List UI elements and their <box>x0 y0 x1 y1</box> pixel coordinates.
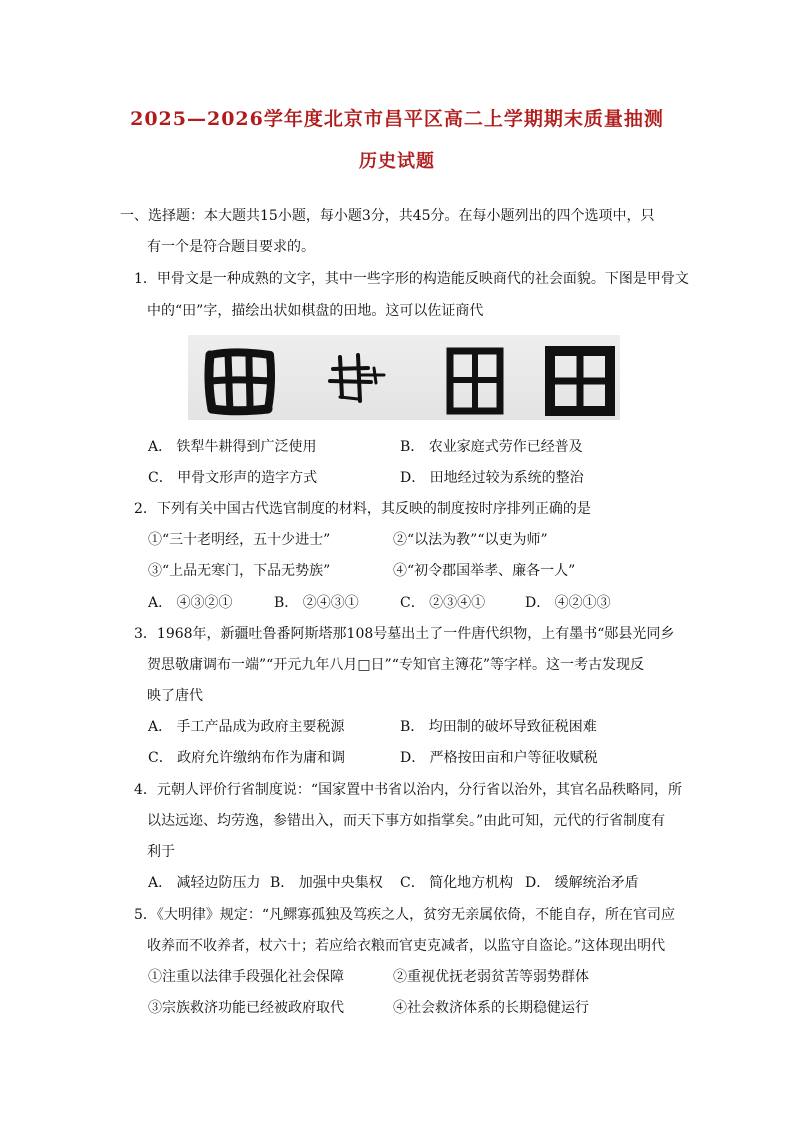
question-5-material: ①注重以法律手段强化社会保障 <box>148 969 344 985</box>
question-3-option-b: B． 均田制的破坏导致征税困难 <box>400 719 597 735</box>
question-3-option-a: A． 手工产品成为政府主要税源 <box>148 719 345 735</box>
question-2-option-a: A． ④③②① <box>148 595 233 611</box>
tian-glyph-3 <box>450 351 500 411</box>
question-2-option-d: D． ④②①③ <box>525 595 611 611</box>
question-3-stem: 贺思敬庸调布一端”“开元九年八月□日”“专知官主簿花”等字样。这一考古发现反 <box>147 657 645 673</box>
question-4-option-a: A． 减轻边防压力 <box>148 875 261 891</box>
question-4-option-c: C． 简化地方机构 <box>400 875 514 891</box>
page-title: 2025—2026学年度北京市昌平区高二上学期期末质量抽测 <box>130 108 664 130</box>
question-5-stem: 收养而不收养者，杖六十；若应给衣粮而官吏克减者，以监守自盗论。”这体现出明代 <box>147 938 666 954</box>
question-1-option-d: D． 田地经过较为系统的整治 <box>400 470 584 486</box>
question-5-material: ④社会救济体系的长期稳健运行 <box>393 1000 589 1016</box>
question-5-stem: 5．《大明律》规定：“凡鳏寡孤独及笃疾之人，贫穷无亲属依倚，不能自存，所在官司应 <box>134 907 676 923</box>
question-5-material: ③宗族救济功能已经被政府取代 <box>148 1000 344 1016</box>
question-4-stem: 4．元朝人评价行省制度说：“国家置中书省以治内，分行省以治外，其官名品秩略同，所 <box>134 782 683 798</box>
tian-glyph-1 <box>209 352 271 411</box>
oracle-bone-tian-image <box>188 335 620 420</box>
question-2-material: ①“三十老明经，五十少进士” <box>148 532 331 548</box>
section-heading: 一、选择题：本大题共15小题，每小题3分，共45分。在每小题列出的四个选项中，只 <box>120 208 655 224</box>
section-heading-cont: 有一个是符合题目要求的。 <box>147 239 315 255</box>
question-4-stem: 以达远迩、均劳逸，参错出入，而天下事方如指掌矣。”由此可知，元代的行省制度有 <box>147 813 666 829</box>
question-2-stem: 2．下列有关中国古代选官制度的材料，其反映的制度按时序排列正确的是 <box>134 501 591 517</box>
question-2-material: ②“以法为教”“以吏为师” <box>393 532 548 548</box>
tian-glyph-4 <box>550 351 610 411</box>
page-subtitle: 历史试题 <box>359 151 435 172</box>
question-4-stem: 利于 <box>147 844 175 860</box>
oracle-bone-glyphs <box>188 335 620 420</box>
question-3-option-c: C． 政府允许缴纳布作为庸和调 <box>148 750 346 766</box>
question-4-option-d: D． 缓解统治矛盾 <box>525 875 639 891</box>
question-4-option-b: B． 加强中央集权 <box>270 875 383 891</box>
question-2-option-b: B． ②④③① <box>274 595 359 611</box>
question-5-material: ②重视优抚老弱贫苦等弱势群体 <box>393 969 589 985</box>
tian-glyph-2 <box>330 355 384 401</box>
question-1-option-c: C． 甲骨文形声的造字方式 <box>148 470 318 486</box>
question-1-option-a: A． 铁犁牛耕得到广泛使用 <box>148 439 317 455</box>
question-2-material: ③“上品无寒门，下品无势族” <box>148 563 331 579</box>
question-1-stem: 中的“田”字，描绘出状如棋盘的田地。这可以佐证商代 <box>147 303 484 319</box>
question-3-stem: 映了唐代 <box>147 688 203 704</box>
question-3-stem: 3．1968年，新疆吐鲁番阿斯塔那108号墓出土了一件唐代织物，上有墨书“郧县光同乡 <box>134 626 675 642</box>
question-3-option-d: D． 严格按田亩和户等征收赋税 <box>400 750 598 766</box>
question-1-stem: 1．甲骨文是一种成熟的文字，其中一些字形的构造能反映商代的社会面貌。下图是甲骨文 <box>134 271 689 287</box>
question-2-option-c: C． ②③④① <box>400 595 486 611</box>
question-2-material: ④“初令郡国举孝、廉各一人” <box>393 563 576 579</box>
question-1-option-b: B． 农业家庭式劳作已经普及 <box>400 439 583 455</box>
